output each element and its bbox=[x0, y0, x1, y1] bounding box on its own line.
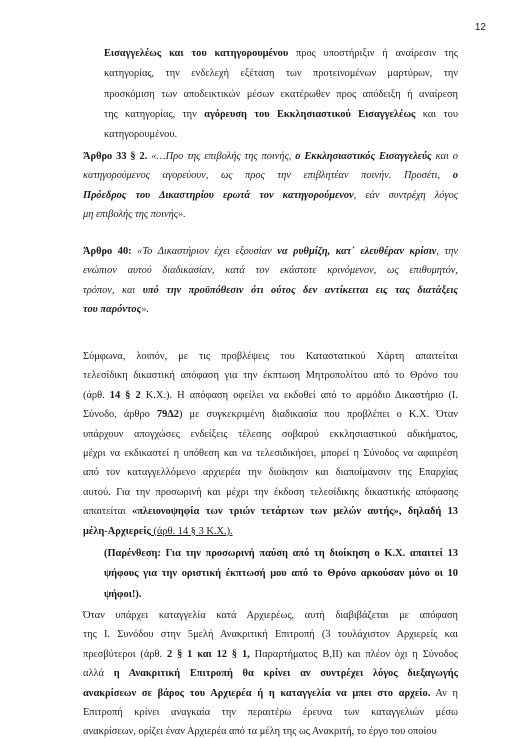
text-segment: Κ.Χ.). Η απόφαση οφείλει να εκδοθεί από το αρμόδιο Δικαστήριο (Ι. bbox=[140, 389, 458, 401]
text-segment: του παρόντος bbox=[83, 303, 142, 315]
text-segment: της κατηγορίας, την bbox=[104, 108, 205, 120]
text-line bbox=[83, 629, 458, 641]
text-segment: να ρυθμίζη, κατ΄ ελευθέραν κρίσιν bbox=[277, 246, 437, 257]
text-segment: προσκόμιση των αποδεικτικών μέσων εκατέρωθεν προς απόδειξη ή αναίρεση bbox=[104, 88, 458, 100]
text-segment: Εισαγγελέως και του κατηγορουμένου bbox=[104, 48, 289, 59]
text-line bbox=[83, 370, 458, 382]
text-segment: ο Εκκλησιαστικός Εισαγγελεύς bbox=[295, 151, 432, 162]
text-segment: από τον καταγγελλόμενο αρχιερέα την διοίκησιν και διαποίμανσιν της Επαρχίας bbox=[83, 467, 458, 479]
text-line bbox=[104, 109, 458, 121]
text-segment: , εάν συντρέχη λόγος bbox=[353, 189, 458, 201]
text-segment: «Το Δικαστήριον έχει εξουσίαν bbox=[131, 246, 278, 257]
text-segment: Επιτροπή κρίνει αναγκαία την περαιτέρω έρευνα των καταγγελιών μέσω bbox=[83, 707, 458, 718]
text-line bbox=[104, 89, 458, 101]
text-segment: αλλά bbox=[83, 668, 114, 680]
text-segment: κατηγορουμένου. bbox=[104, 129, 178, 141]
text-line bbox=[83, 448, 458, 460]
text-segment: της Ι. Συνόδου στην 5μελή Ανακριτική Επιτροπή (3 τουλάχιστον Αρχιερείς και bbox=[83, 629, 458, 641]
text-segment: ) με συγκεκριμένη διαδικασία που προβλέπει ο Κ.Χ. Όταν bbox=[179, 409, 458, 421]
text-segment: πρεσβύτεροι (άρθ. bbox=[83, 648, 167, 660]
text-line bbox=[83, 265, 458, 277]
text-segment: μη επιβολής της ποινής». bbox=[83, 208, 186, 220]
text-line bbox=[83, 409, 458, 421]
text-line bbox=[83, 688, 458, 700]
text-segment: προς υποστήριξιν ή αναίρεσιν της bbox=[288, 48, 458, 59]
text-segment: μέλη-Αρχιερείς bbox=[83, 525, 151, 537]
text-segment: 2 § 1 και 12 § 1, bbox=[166, 648, 250, 660]
text-segment: Σύμφωνα, λοιπόν, με τις προβλέψεις του Καταστατικού Χάρτη απαιτείται bbox=[83, 351, 458, 362]
text-line bbox=[83, 304, 149, 316]
text-segment: Άρθρο 33 § 2. bbox=[83, 151, 148, 162]
text-segment: 79Δ2 bbox=[156, 409, 180, 421]
text-line bbox=[83, 390, 458, 402]
text-segment: και ο bbox=[431, 151, 458, 162]
text-line bbox=[83, 467, 458, 479]
text-line bbox=[104, 548, 458, 560]
text-segment: ψήφους για την οριστική έκπτωσή μου από το Θρόνο αρκούσαν μόνο οι 10 bbox=[104, 568, 458, 580]
text-segment: απαιτείται bbox=[83, 506, 133, 518]
page-number: 12 bbox=[474, 22, 486, 33]
text-line bbox=[104, 589, 141, 601]
text-segment: Αν η bbox=[430, 687, 458, 699]
text-segment: υπό την προϋπόθεσιν ότι ούτος δεν αντίκειται εις τας διατάξεις bbox=[142, 284, 458, 296]
text-line bbox=[83, 170, 458, 182]
text-segment: η Ανακριτική Επιτροπή θα κρίνει αν συντρέχει λόγος διεξαγωγής bbox=[113, 668, 458, 680]
text-segment: «…Προ της επιβολής της ποινής, bbox=[147, 151, 296, 162]
text-segment: τελεσίδικη δικαστική απόφαση για την έκπτωση Μητροπολίτου από το Θρόνο του bbox=[83, 370, 458, 382]
text-line bbox=[83, 209, 186, 221]
text-segment: 14 § 2 bbox=[109, 389, 141, 401]
text-line bbox=[83, 526, 233, 538]
text-segment: (Παρένθεση: Για την προσωρινή παύση από τη διοίκηση ο Κ.Χ. απαιτεί 13 bbox=[104, 548, 458, 559]
text-segment: μέχρι να εκδικαστεί η υπόθεση και να τελεσιδικήσει, μπορεί η Σύνοδος να αφαιρέση bbox=[83, 448, 458, 459]
text-segment: ψήφοι!). bbox=[104, 588, 142, 600]
text-line bbox=[104, 48, 458, 60]
text-segment: κατηγορούμενος αγορεύουν, ως προς την επιβλητέαν ποινήν. Προσέτι, bbox=[83, 170, 453, 182]
text-line bbox=[83, 285, 458, 297]
text-segment: ενώπιον αυτού διαδικασίαν, κατά τον εκάστοτε κρινόμενον, ως επιθυμητόν, bbox=[83, 265, 458, 277]
text-segment: Όταν υπάρχει καταγγελία κατά Αρχιερέως, αυτή διαβιβάζεται με απόφαση bbox=[83, 610, 458, 621]
text-segment: , την bbox=[436, 246, 458, 257]
text-line bbox=[83, 351, 458, 363]
text-line bbox=[83, 151, 458, 163]
text-line bbox=[83, 190, 458, 202]
text-segment: (άρθ. 14 § 3 Κ.Χ.). bbox=[150, 525, 233, 537]
text-line bbox=[104, 129, 177, 141]
text-line bbox=[83, 246, 458, 258]
text-segment: ανακρίσεων, ορίζει έναν Αρχιερέα από τα μέλη της ως Ανακριτή, το έργο του οποίου bbox=[83, 726, 437, 738]
text-segment: ανακρίσεων σε βάρος του Αρχιερέα ή η καταγγελία να μπει στο αρχείο. bbox=[83, 687, 431, 699]
text-segment: (άρθ. bbox=[83, 389, 110, 401]
text-segment: τρόπον, και bbox=[83, 284, 143, 296]
text-line bbox=[104, 568, 458, 580]
text-line bbox=[83, 487, 458, 499]
text-segment: ο bbox=[452, 170, 458, 182]
text-line bbox=[83, 610, 458, 622]
text-line bbox=[83, 649, 458, 661]
text-segment: κατηγορίας, την ενδελεχή εξέταση των προτεινομένων μαρτύρων, την bbox=[104, 68, 458, 80]
text-line bbox=[83, 668, 458, 680]
text-segment: Πρόεδρος του Δικαστηρίου ερωτά τον κατηγορούμενον bbox=[83, 189, 354, 201]
text-segment: Άρθρο 40: bbox=[83, 246, 132, 257]
text-line bbox=[83, 506, 458, 518]
text-segment: Παραρτήματος Β,ΙΙ) και πλέον όχι η Σύνοδος bbox=[249, 648, 459, 660]
text-segment: αυτού. Για την προσωρινή και μέχρι την έκδοση τελεσίδικης δικαστικής απόφασης bbox=[83, 486, 458, 498]
text-line bbox=[83, 429, 458, 441]
text-segment: αγόρευση του Εκκλησιαστικού Εισαγγελέως bbox=[204, 108, 416, 120]
text-line bbox=[83, 707, 458, 719]
text-line bbox=[104, 68, 458, 80]
text-segment: Σύνοδο, άρθρο bbox=[83, 409, 157, 421]
text-line bbox=[83, 726, 437, 738]
text-segment: ». bbox=[141, 303, 150, 315]
text-segment: και του bbox=[415, 108, 459, 120]
text-segment: υπάρχουν απογχώσες ενδείξεις τέλεσης σοβαρού εκκλησιαστικού αδικήματος, bbox=[83, 428, 458, 440]
text-segment: «πλειονοψηφία των τριών τετάρτων των μελών αυτής», δηλαδή 13 bbox=[132, 506, 459, 518]
